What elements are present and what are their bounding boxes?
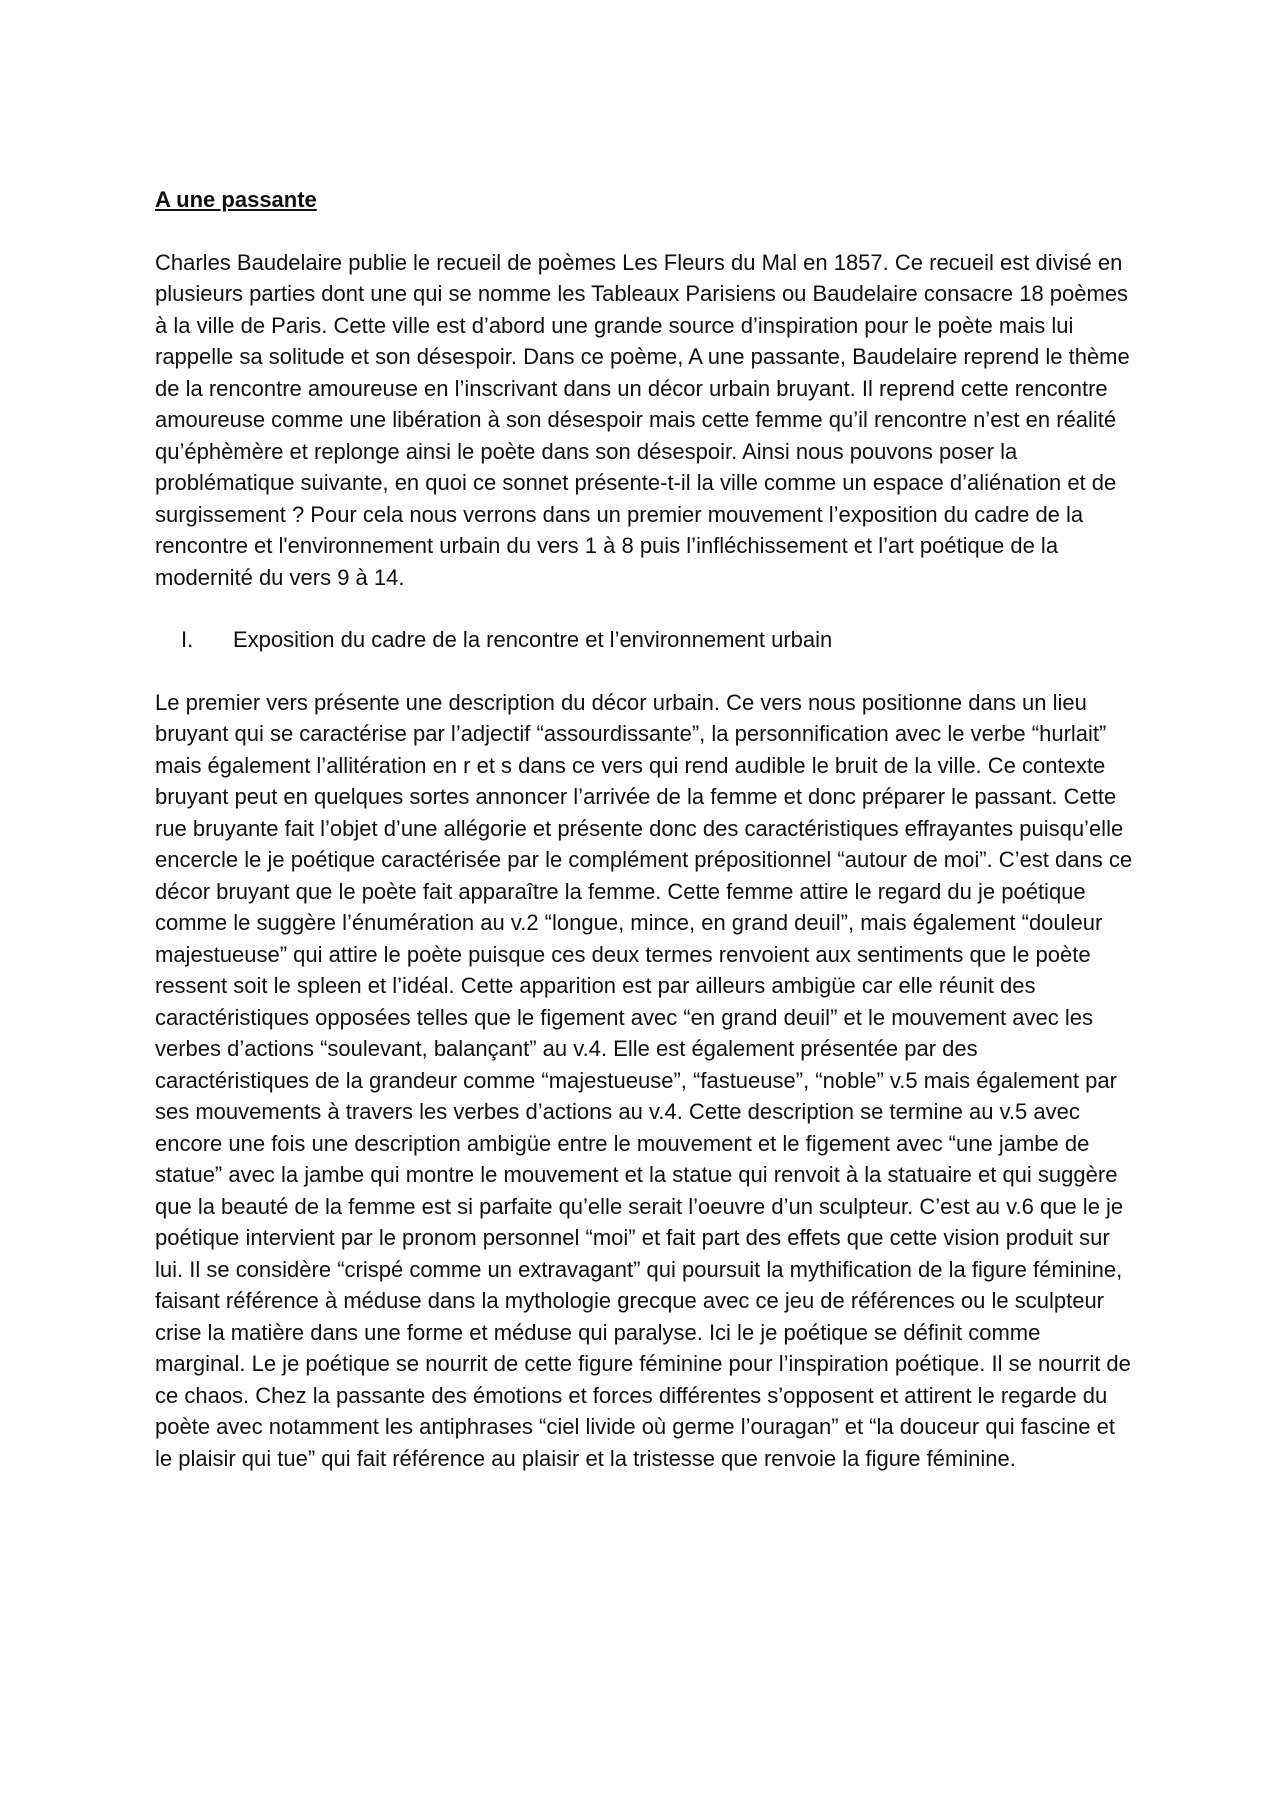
section-heading [155, 624, 1135, 656]
document-title: A une passante [155, 187, 317, 212]
section-body-paragraph: Le premier vers présente une description du décor urbain. Ce vers nous positionne dans un lieu bruyant qui se caractérise par l’adjectif “assourdissante”, la personnification avec le verbe “hurlait” mais également l’allitération en r et s dans ce vers qui rend audible le bruit de la ville. Ce contexte bruyant peut en quelques sortes annoncer l’arrivée de la femme et donc préparer le passant. Cette rue bruyante fait l’objet d’une allégorie et présente donc des caractéristiques effrayantes puisqu’elle encercle le je poétique caractérisée par le complément prépositionnel “autour de moi”. C’est dans ce décor bruyant que le poète fait apparaître la femme. Cette femme attire le regard du je poétique comme le suggère l’énumération au v.2 “longue, mince, en grand deuil”, mais également “douleur majestueuse” qui attire le poète puisque ces deux termes renvoient aux sentiments que le poète ressent soit le spleen et l’idéal. Cette apparition est par ailleurs ambigüe car elle réunit des caractéristiques opposées telles que le figement avec “en grand deuil” et le mouvement avec les verbes d’actions “soulevant, balançant” au v.4. Elle est également présentée par des caractéristiques de la grandeur comme “majestueuse”, “fastueuse”, “noble” v.5 mais également par ses mouvements à travers les verbes d’actions au v.4. Cette description se termine au v.5 avec encore une fois une description ambigüe entre le mouvement et le figement avec “une jambe de statue” avec la jambe qui montre le mouvement et la statue qui renvoit à la statuaire et qui suggère que la beauté de la femme est si parfaite qu’elle serait l’oeuvre d’un sculpteur. C’est au v.6 que le je poétique intervient par le pronom personnel “moi” et fait part des effets que cette vision produit sur lui. Il se considère “crispé comme un extravagant” qui poursuit la mythification de la figure féminine, faisant référence à méduse dans la mythologie grecque avec ce jeu de références ou le sculpteur crise la matière dans une forme et méduse qui paralyse. Ici le je poétique se définit comme marginal. Le je poétique se nourrit de cette figure féminine pour l’inspiration poétique. Il se nourrit de ce chaos. Chez la passante des émotions et forces différentes s’opposent et attirent le regarde du poète avec notamment les antiphrases “ciel livide où germe l’ouragan” et “la douceur qui fascine et le plaisir qui tue” qui fait référence au plaisir et la tristesse que renvoie la figure féminine. [155, 689, 1133, 1471]
section-heading-text: Exposition du cadre de la rencontre et l’environnement urbain [233, 627, 833, 652]
section-numeral: I. [181, 627, 194, 652]
intro-paragraph: Charles Baudelaire publie le recueil de poèmes Les Fleurs du Mal en 1857. Ce recueil est divisé en plusieurs parties dont une qui se nomme les Tableaux Parisiens ou Baudelaire consacre 18 poèmes à la ville de Paris. Cette ville est d’abord une grande source d’inspiration pour le poète mais lui rappelle sa solitude et son désespoir. Dans ce poème, A une passante, Baudelaire reprend le thème de la rencontre amoureuse en l’inscrivant dans un décor urbain bruyant. Il reprend cette rencontre amoureuse comme une libération à son désespoir mais cette femme qu’il rencontre n’est en réalité qu’éphèmère et replonge ainsi le poète dans son désespoir. Ainsi nous pouvons poser la problématique suivante, en quoi ce sonnet présente-t-il la ville comme un espace d’aliénation et de surgissement ? Pour cela nous verrons dans un premier mouvement l’exposition du cadre de la rencontre et l'environnement urbain du vers 1 à 8 puis l’infléchissement et l’art poétique de la modernité du vers 9 à 14. [155, 249, 1130, 590]
document-page [155, 184, 1135, 1474]
